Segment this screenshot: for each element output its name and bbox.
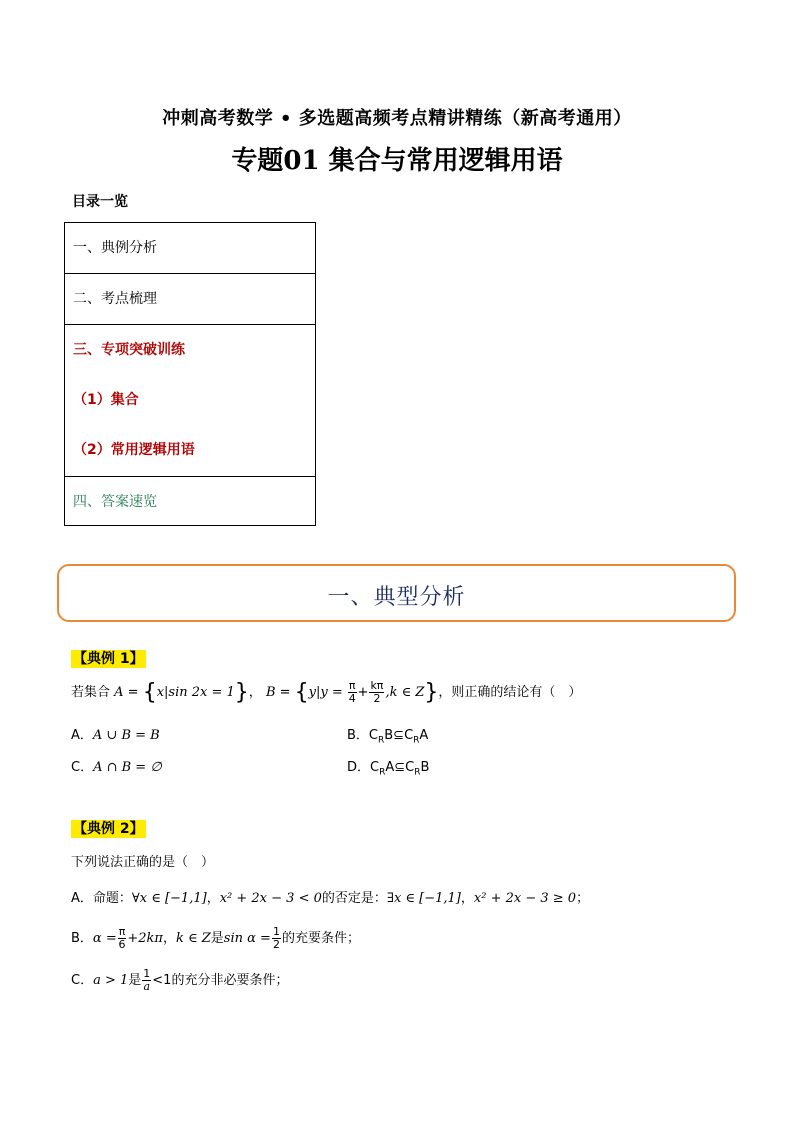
section-title: 一、典型分析 (327, 585, 466, 610)
example1-option-b[interactable]: B．$C_RB⊆C_RA$ (347, 728, 429, 746)
fraction: $\frac{\pi}{4}$ (348, 679, 356, 705)
toc-table: 一、典例分析 二、考点梳理 三、专项突破训练 （1）集合 （2）常用逻辑用语 四、答案速览 (64, 222, 316, 526)
section-header-box (57, 564, 736, 622)
example1-tag: 【典例 1】 (73, 651, 144, 667)
example2-option-c[interactable]: C．a > 1是 $\frac{1}{a}$ <1的充分非必要条件； (71, 967, 289, 993)
example2-stem: 下列说法正确的是（ ） (71, 855, 215, 870)
toc-label: 目录一览 (72, 194, 128, 210)
example2-option-b[interactable]: B．α = $\frac{\pi}{6}$ +2kπ，k ∈ Z是sin α = $\frac{1}{2}$ 的充要条件； (71, 925, 360, 951)
example1-option-d[interactable]: D．$C_RA⊆C_RB$ (347, 760, 430, 778)
doc-title: 专题01 集合与常用逻辑用语 (231, 146, 563, 176)
example1-option-a[interactable]: A．A ∪ B = B (71, 728, 160, 743)
doc-subtitle: 冲刺高考数学 • 多选题高频考点精讲精练（新高考通用） (162, 108, 632, 129)
fraction: $\frac{\pi}{6}$ (118, 925, 126, 951)
toc-divider (65, 324, 315, 325)
toc-divider (65, 273, 315, 274)
fraction: $\frac{k\pi}{2}$ (370, 679, 384, 705)
fraction: $\frac{1}{2}$ (272, 925, 280, 951)
example1-stem: 若集合 A = {x|sin 2x = 1}， B = {y|y = $\frac{\pi}{4}$ + $\frac{k\pi}{2}$ ,k ∈ Z}，则正确的结论有（ ） (71, 679, 582, 705)
example2-tag: 【典例 2】 (73, 821, 144, 837)
example2-option-a[interactable]: A．命题：∀x ∈ [−1,1]，x² + 2x − 3 < 0的否定是：∃x ∈ [−1,1]，x² + 2x − 3 ≥ 0； (71, 891, 590, 906)
toc-divider (65, 476, 315, 477)
example1-option-c[interactable]: C．A ∩ B = ∅ (71, 760, 162, 775)
fraction: $\frac{1}{a}$ (143, 967, 151, 993)
